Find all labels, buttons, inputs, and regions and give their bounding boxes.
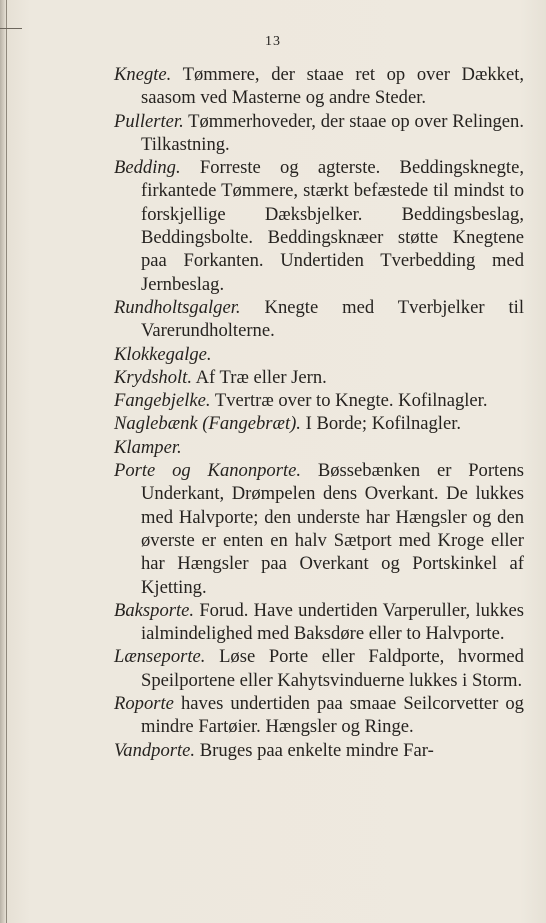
entry-text: Bøssebænken er Portens Underkant, Drømpelen dens Overkant. De lukkes med Halvporte; den underste har Hængsler og den øverste er enten en halv Sætport med Kroge eller har Hængsler paa Overkant og Portskinkel af Kjetting. (141, 460, 524, 598)
entry-text: Tømmerhoveder, der staae op over Relingen. Tilkastning. (141, 110, 525, 155)
entry-text: I Borde; Kofilnagler. (305, 413, 462, 435)
glossary-entry (114, 63, 524, 110)
entry-term: Klamper. (114, 436, 182, 458)
glossary-entry (114, 366, 524, 389)
entry-text: Tvertræ over to Knegte. Kofilnagler. (214, 390, 488, 412)
glossary-entry (114, 389, 524, 412)
glossary-entry (114, 645, 524, 692)
entry-text: Forud. Have undertiden Varperuller, lukkes ialmindelighed med Baksdøre eller to Halvporte. (141, 599, 524, 645)
glossary-entry (114, 436, 524, 459)
entry-text: haves undertiden paa smaae Seilcorvetter og mindre Fartøier. Hængsler og Ringe. (141, 693, 524, 738)
entry-term: Baksporte. (114, 599, 195, 621)
entry-term: Bedding. (114, 157, 181, 179)
corner-mark (0, 28, 22, 29)
page-number: 13 (265, 34, 281, 49)
binding-edge-line (6, 0, 7, 923)
entry-text: Løse Porte eller Faldporte, hvormed Speilportene eller Kahytsvinduerne lukkes i Storm. (141, 646, 524, 691)
entry-text: Bruges paa enkelte mindre Far- (199, 739, 434, 761)
glossary-entry (114, 692, 524, 739)
entry-term: Roporte (114, 693, 174, 715)
entry-term: Pullerter. (114, 110, 184, 132)
entry-term: Rundholtsgalger. (114, 296, 241, 318)
glossary-entry (114, 296, 524, 343)
entry-term: Krydsholt. (114, 366, 192, 388)
entry-term: Vandporte. (114, 739, 196, 761)
glossary-entry (114, 599, 524, 646)
glossary-text (114, 63, 524, 762)
entry-text: Knegte med Tverbjelker til Varerundholterne. (141, 296, 524, 342)
entry-text: Af Træ eller Jern. (195, 366, 327, 388)
entry-text: Tømmere, der staae ret op over Dækket, saasom ved Masterne og andre Steder. (141, 64, 525, 109)
entry-term: Knegte. (114, 64, 172, 85)
entry-term: Fangebjelke. (114, 390, 211, 412)
glossary-entry (114, 343, 524, 366)
glossary-entry (114, 156, 524, 296)
entry-term: Porte og Kanonporte. (114, 460, 302, 482)
glossary-entry (114, 110, 524, 157)
entry-text: Forreste og agterste. Beddingsknegte, firkantede Tømmere, stærkt befæstede til mindst to forskjellige Dæksbjelker. Beddingsbeslag, Beddingsbolte. Beddingsknæer støtte Knegtene paa Forkanten. Undertiden Tverbedding med Jernbeslag. (141, 157, 524, 295)
entry-term: Klokkegalge. (114, 343, 212, 365)
entry-term: Naglebænk (Fangebræt). (114, 413, 301, 435)
glossary-entry (114, 412, 524, 435)
glossary-entry (114, 459, 524, 599)
glossary-entry (114, 739, 524, 762)
entry-term: Lænseporte. (114, 646, 206, 668)
